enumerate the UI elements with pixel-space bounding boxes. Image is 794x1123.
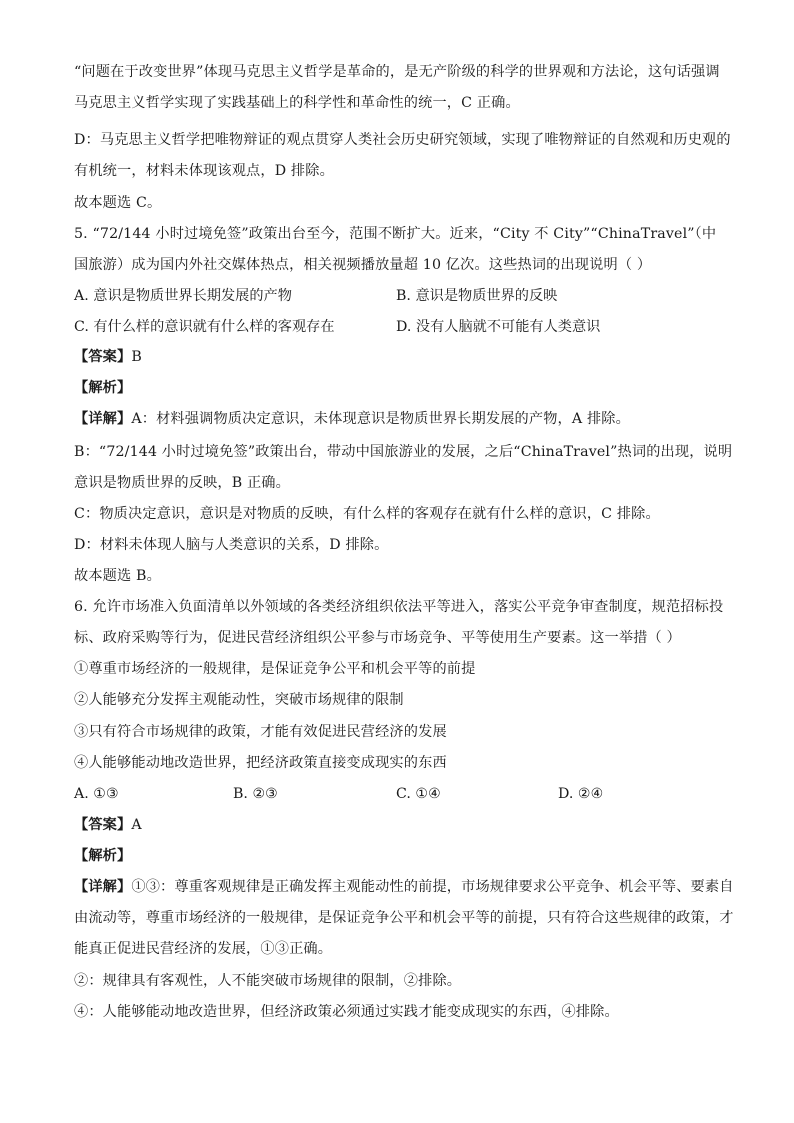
q6-stem-line-1: 6. 允许市场准入负面清单以外领域的各类经济组织依法平等进入，落实公平竞争审查制度，规范招标投 — [74, 599, 724, 615]
q6-answer-value: A — [131, 817, 142, 833]
q6-analysis-tag: 【解析】 — [74, 848, 132, 864]
q6-detail-line-4: ②：规律具有客观性，人不能突破市场规律的限制，②排除。 — [74, 973, 462, 989]
prev-analysis-line-1: “问题在于改变世界”体现马克思主义哲学是革命的，是无产阶级的科学的世界观和方法论，这句话强调 — [74, 64, 720, 80]
q6-option-b: B. ②③ — [233, 786, 278, 802]
q5-stem-line-2: 国旅游）成为国内外社交媒体热点，相关视频播放量超 10 亿次。这些热词的出现说明（ ） — [74, 257, 652, 273]
q6-detail-line-3: 能真正促进民营经济的发展，①③正确。 — [74, 941, 333, 957]
q6-option-a: A. ①③ — [74, 786, 119, 802]
q5-detail-line-4: C：物质决定意识，意识是对物质的反映，有什么样的客观存在就有什么样的意识，C 排除。 — [74, 506, 660, 522]
q5-stem-line-1: 5. “72/144 小时过境免签”政策出台至今，范围不断扩大。近来，“City 不 City”“ChinaTravel”（中 — [74, 226, 717, 242]
q5-detail-line-1 — [74, 409, 630, 429]
q5-analysis-tag: 【解析】 — [74, 380, 132, 396]
q6-analysis-heading — [74, 846, 131, 866]
q5-answer — [74, 347, 142, 367]
prev-analysis-line-4: 有机统一，材料未体现该观点，D 排除。 — [74, 163, 334, 179]
q6-detail-line-5: ④：人能够能动地改造世界，但经济政策必须通过实践才能变成现实的东西，④排除。 — [74, 1004, 619, 1020]
q6-option-c: C. ①④ — [396, 786, 441, 802]
q6-statement-2: ②人能够充分发挥主观能动性，突破市场规律的限制 — [74, 692, 404, 708]
q5-conclusion: 故本题选 B。 — [74, 568, 161, 584]
q5-option-d: D. 没有人脑就不可能有人类意识 — [396, 319, 601, 335]
prev-conclusion: 故本题选 C。 — [74, 195, 162, 211]
q6-detail-line-1 — [74, 877, 734, 897]
prev-analysis-line-2: 马克思主义哲学实现了实践基础上的科学性和革命性的统一，C 正确。 — [74, 95, 520, 111]
q5-option-a: A. 意识是物质世界长期发展的产物 — [74, 288, 292, 304]
q6-detail-line-2: 由流动等，尊重市场经济的一般规律，是保证竞争公平和机会平等的前提，只有符合这些规律的政策，才 — [74, 910, 734, 926]
q6-answer — [74, 815, 142, 835]
q6-answer-tag: 【答案】 — [74, 817, 132, 833]
q5-answer-tag: 【答案】 — [74, 349, 132, 365]
q6-statement-1: ①尊重市场经济的一般规律，是保证竞争公平和机会平等的前提 — [74, 661, 476, 677]
prev-analysis-line-3: D：马克思主义哲学把唯物辩证的观点贯穿人类社会历史研究领域，实现了唯物辩证的自然观和历史观的 — [74, 132, 731, 148]
q6-option-d: D. ②④ — [558, 786, 604, 802]
q5-detail-line-3: 意识是物质世界的反映，B 正确。 — [74, 475, 290, 491]
q5-detail-line-5: D：材料未体现人脑与人类意识的关系，D 排除。 — [74, 537, 389, 553]
q6-detail-text-1: ①③：尊重客观规律是正确发挥主观能动性的前提，市场规律要求公平竞争、机会平等、要素自 — [131, 879, 734, 895]
q6-detail-tag: 【详解】 — [74, 879, 132, 895]
q5-detail-line-2: B：“72/144 小时过境免签”政策出台，带动中国旅游业的发展，之后“ChinaTravel”热词的出现，说明 — [74, 444, 733, 460]
q5-detail-text-1: A：材料强调物质决定意识，未体现意识是物质世界长期发展的产物，A 排除。 — [131, 411, 630, 427]
q6-statement-3: ③只有符合市场规律的政策，才能有效促进民营经济的发展 — [74, 724, 447, 740]
q5-detail-tag: 【详解】 — [74, 411, 132, 427]
q5-answer-value: B — [131, 349, 142, 365]
q6-statement-4: ④人能够能动地改造世界，把经济政策直接变成现实的东西 — [74, 755, 447, 771]
q6-stem-line-2: 标、政府采购等行为，促进民营经济组织公平参与市场竞争、平等使用生产要素。这一举措（ ） — [74, 630, 681, 646]
q5-option-c: C. 有什么样的意识就有什么样的客观存在 — [74, 319, 335, 335]
q5-analysis-heading — [74, 378, 131, 398]
q5-option-b: B. 意识是物质世界的反映 — [396, 288, 558, 304]
